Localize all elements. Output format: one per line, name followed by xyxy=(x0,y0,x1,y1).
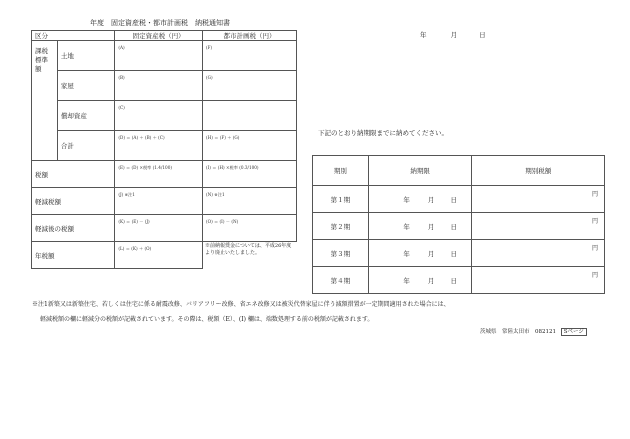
footnote-line-2: 軽減税額の欄に軽減分の税額が記載されています。その際は、税額（E）、(I) 欄は、端数処理する前の税額が記載されます。 xyxy=(40,316,374,323)
keigen-kotei-cell: (J) ※注1 xyxy=(118,192,135,197)
period-2-day: 日 xyxy=(450,222,457,231)
period-1-year: 年 xyxy=(403,195,410,204)
header-kotei: 固定資産税（円） xyxy=(115,31,203,41)
land-kotei-cell: (A) xyxy=(118,45,125,50)
period-2-label: 第２期 xyxy=(313,213,369,240)
document-title: 年度 固定資産税・都市計画税 納税通知書 xyxy=(90,19,230,27)
period-3-year: 年 xyxy=(403,249,410,258)
period-4-label: 第４期 xyxy=(313,267,369,294)
period-2-deadline xyxy=(368,213,472,240)
header-period: 期別 xyxy=(313,156,369,186)
row-label-keigengo: 軽減後の税額 xyxy=(32,215,115,242)
period-3-month: 月 xyxy=(427,249,435,258)
keigen-toshi-cell: (N) ※注1 xyxy=(206,192,225,197)
period-2-yen: 円 xyxy=(591,218,598,225)
period-1-label: 第１期 xyxy=(313,186,369,213)
period-2-year: 年 xyxy=(403,222,410,231)
row-label-depreciable: 償却資産 xyxy=(57,101,115,131)
period-4-yen: 円 xyxy=(591,272,598,279)
house-toshi-cell: (G) xyxy=(206,75,213,80)
depreciable-kotei-cell: (C) xyxy=(118,105,125,110)
period-4-deadline xyxy=(368,267,472,294)
footnote-line-1: ※注1新築又は新築住宅、若しくは住宅に係る耐震改修、バリアフリー改修、省エネ改修又は被災代替家屋に伴う減額措置が一定期間適用された場合には、 xyxy=(32,301,450,308)
row-label-zeigaku: 税額 xyxy=(32,161,115,188)
period-3-day: 日 xyxy=(450,249,457,258)
period-1-month: 月 xyxy=(427,195,435,204)
keigengo-toshi-cell: (O) ＝ (I) － (N) xyxy=(206,219,239,224)
header-amount: 期別税額 xyxy=(472,156,605,186)
period-4-year: 年 xyxy=(403,276,410,285)
total-kotei-cell: (D) ＝ (A) ＋ (B) ＋ (C) xyxy=(118,135,165,140)
row-label-nenzei: 年税額 xyxy=(32,242,115,269)
period-3-deadline xyxy=(368,240,472,267)
zeigaku-kotei-cell: (E) ＝ (D) ×税率 (1.4/100) xyxy=(118,165,173,170)
period-1-day: 日 xyxy=(450,195,457,204)
nenzei-kotei-cell: (L) ＝ (K) ＋ (O) xyxy=(118,246,152,251)
row-label-total: 合計 xyxy=(57,131,115,161)
tax-assessment-table xyxy=(31,30,297,269)
footer xyxy=(480,327,587,335)
date-year: 年 xyxy=(420,31,427,39)
period-3-yen: 円 xyxy=(591,245,598,252)
period-2-month: 月 xyxy=(427,222,435,231)
keigengo-kotei-cell: (K) ＝ (E) － (J) xyxy=(118,219,150,224)
total-toshi-cell: (H) ＝ (F) ＋ (G) xyxy=(206,135,240,140)
row-label-house: 家屋 xyxy=(57,71,115,101)
zennou-note: ※前納報奨金については、平成26年度より廃止いたしました。 xyxy=(205,243,292,256)
payment-schedule-table xyxy=(312,155,605,294)
date-month: 月 xyxy=(450,31,458,39)
period-3-label: 第３期 xyxy=(313,240,369,267)
header-kubun: 区分 xyxy=(32,31,115,41)
period-4-month: 月 xyxy=(427,276,435,285)
payment-instruction: 下記のとおり納期限までに納めてください。 xyxy=(318,129,448,137)
header-deadline: 納期限 xyxy=(368,156,472,186)
row-label-land: 土地 xyxy=(57,41,115,71)
row-label-keigen: 軽減税額 xyxy=(32,188,115,215)
kazei-hyojun-label: 課税 標準 額 xyxy=(32,41,58,161)
period-4-day: 日 xyxy=(450,276,457,285)
zeigaku-toshi-cell: (I) ＝ (H) ×税率 (0.3/100) xyxy=(206,165,259,170)
header-toshi: 都市計画税（円） xyxy=(203,31,297,41)
footer-org: 茨城県 常陸太田市 082121 xyxy=(480,329,556,335)
land-toshi-cell: (F) xyxy=(206,45,213,50)
issue-date xyxy=(420,30,500,39)
period-1-deadline xyxy=(368,186,472,213)
page-number: Sページ xyxy=(561,328,587,336)
date-day: 日 xyxy=(479,31,486,39)
house-kotei-cell: (B) xyxy=(118,75,125,80)
period-1-yen: 円 xyxy=(591,191,598,198)
